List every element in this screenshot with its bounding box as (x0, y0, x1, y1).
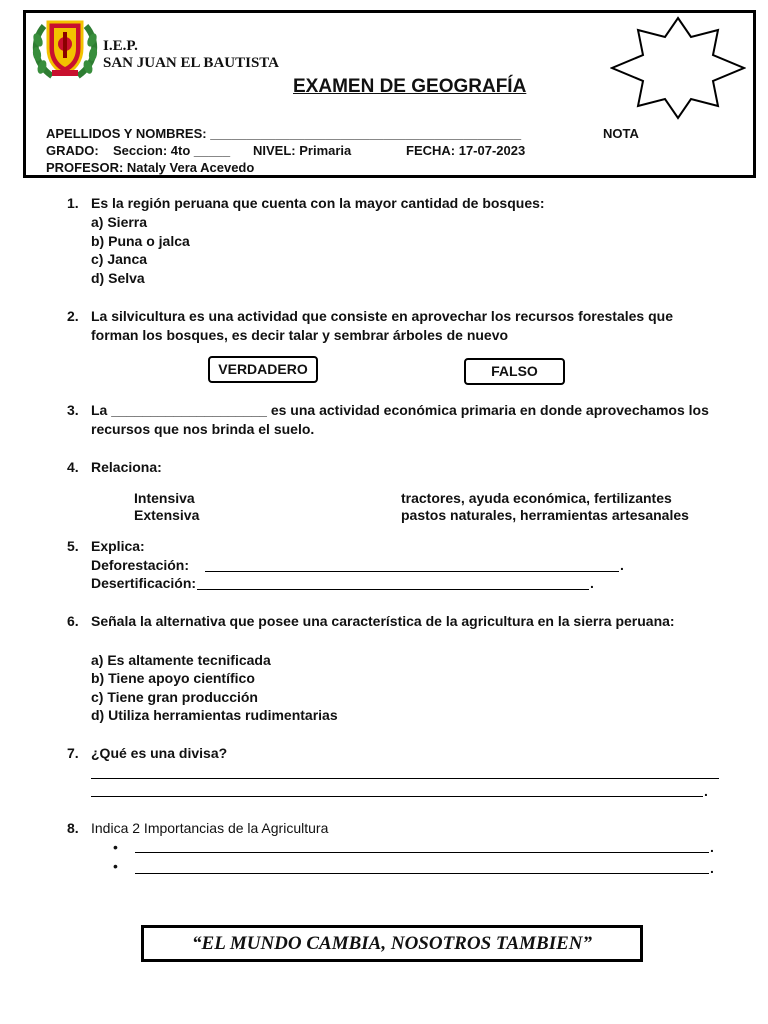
exam-title: EXAMEN DE GEOGRAFÍA (293, 76, 527, 97)
school-line1: I.E.P. (103, 38, 138, 54)
question-number: 8. (67, 820, 79, 836)
motto-banner: “EL MUNDO CAMBIA, NOSOTROS TAMBIEN” (141, 925, 643, 962)
option-d[interactable]: d) Utiliza herramientas rudimentarias (91, 707, 338, 723)
end-mark: . (620, 557, 624, 573)
deforestacion-label: Deforestación: (91, 557, 190, 573)
grado-label: GRADO: (46, 143, 99, 158)
nota-label: NOTA (603, 126, 639, 141)
true-option-box[interactable]: VERDADERO (208, 356, 318, 383)
question-text: La silvicultura es una actividad que consiste en aprovechar los recursos forestales que forman los bosques, es decir talar y sembrar árboles de nuevo (91, 308, 673, 343)
answer-line[interactable] (135, 852, 709, 853)
match-right-item[interactable]: tractores, ayuda económica, fertilizantes (401, 490, 672, 506)
school-name (103, 38, 279, 72)
match-right-item[interactable]: pastos naturales, herramientas artesanales (401, 507, 689, 523)
question-number: 3. (67, 402, 79, 418)
question-text-line2: recursos que nos brinda el suelo. (91, 421, 315, 437)
false-option-box[interactable]: FALSO (464, 358, 565, 385)
option-d[interactable]: d) Selva (91, 270, 145, 286)
fecha-label: FECHA: 17-07-2023 (406, 143, 526, 158)
question-number: 2. (67, 308, 79, 324)
bullet-icon: • (113, 858, 118, 874)
answer-line[interactable] (91, 778, 719, 779)
end-mark: . (590, 575, 594, 591)
question-number: 1. (67, 195, 79, 211)
answer-line[interactable] (91, 796, 703, 797)
end-mark: . (704, 783, 708, 799)
question-text: Relaciona: (91, 459, 162, 475)
question-text-line1[interactable]: La ____________________ es una actividad económica primaria en donde aprovechamos los (91, 402, 709, 418)
end-mark: . (710, 860, 714, 876)
deforestacion-answer-line[interactable] (205, 571, 619, 572)
desertificacion-answer-line[interactable] (197, 589, 589, 590)
end-mark: . (710, 839, 714, 855)
question-text: Es la región peruana que cuenta con la mayor cantidad de bosques: (91, 195, 545, 211)
nivel-label: NIVEL: Primaria (253, 143, 352, 158)
question-number: 4. (67, 459, 79, 475)
apellidos-field[interactable]: APELLIDOS Y NOMBRES: ___________________________________________ (46, 126, 522, 141)
option-b[interactable]: b) Puna o jalca (91, 233, 190, 249)
question-number: 5. (67, 538, 79, 554)
bullet-icon: • (113, 839, 118, 855)
seccion-field[interactable]: Seccion: 4to _____ (113, 143, 231, 158)
school-crest-icon (30, 18, 100, 80)
profesor-label: PROFESOR: Nataly Vera Acevedo (46, 160, 255, 175)
option-a[interactable]: a) Sierra (91, 214, 148, 230)
option-c[interactable]: c) Tiene gran producción (91, 689, 258, 705)
answer-line[interactable] (135, 873, 709, 874)
question-text: Explica: (91, 538, 145, 554)
question-text: ¿Qué es una divisa? (91, 745, 228, 761)
option-b[interactable]: b) Tiene apoyo científico (91, 670, 255, 686)
option-c[interactable]: c) Janca (91, 251, 148, 267)
match-left-item[interactable]: Extensiva (134, 507, 200, 523)
desertificacion-label: Desertificación: (91, 575, 197, 591)
question-number: 6. (67, 613, 79, 629)
question-text: Señala la alternativa que posee una característica de la agricultura en la sierra peruana: (91, 613, 675, 629)
school-line2: SAN JUAN EL BAUTISTA (103, 55, 280, 71)
question-number: 7. (67, 745, 79, 761)
question-text: Indica 2 Importancias de la Agricultura (91, 820, 329, 836)
match-left-item[interactable]: Intensiva (134, 490, 195, 506)
eight-point-star-icon (610, 16, 746, 120)
option-a[interactable]: a) Es altamente tecnificada (91, 652, 271, 668)
